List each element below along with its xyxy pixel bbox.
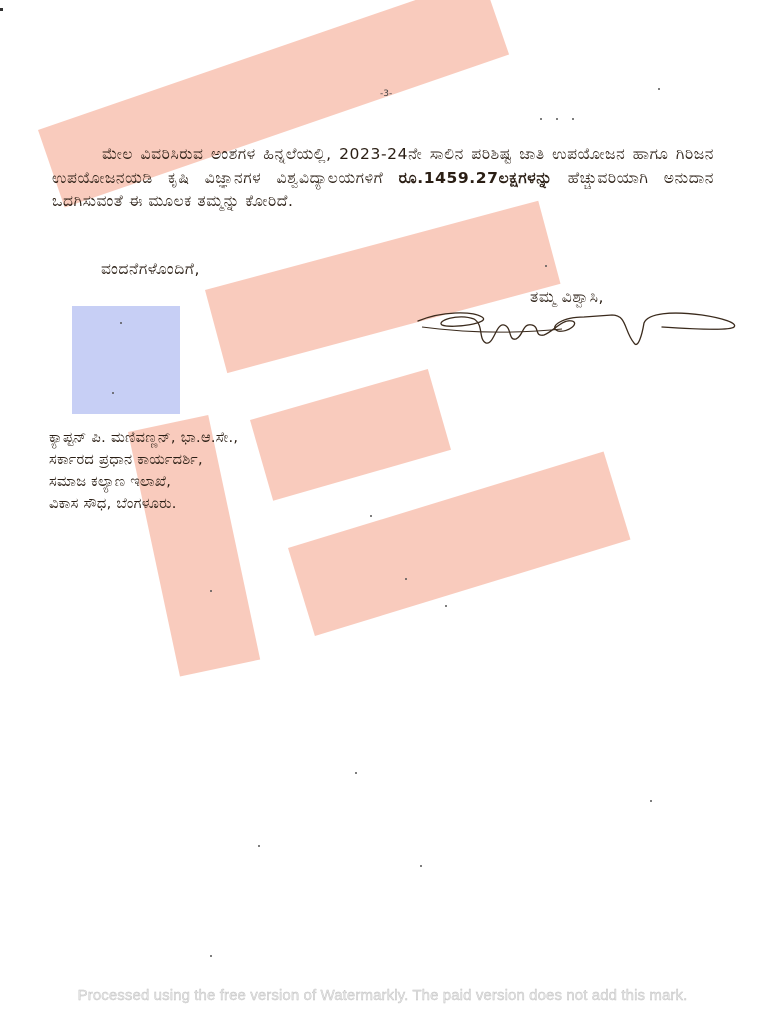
- signatory-name: ಕ್ಯಾಪ್ಟನ್ ಪಿ. ಮಣಿವಣ್ಣನ್, ಭಾ.ಆ.ಸೇ.,: [49, 430, 239, 446]
- greeting: ವಂದನೆಗಳೊಂದಿಗೆ,: [101, 260, 200, 278]
- paragraph-lead: ಮೇಲ ವಿವರಿಸಿರುವ ಅಂಶಗಳ ಹಿನ್ನಲೆಯಲ್ಲಿ, 2023-24ನೇ ಸಾಲಿನ ಪರಿಶಿಷ್ಟ ಜಾತಿ ಉಪಯೋಜನ ಹಾಗೂ ಗಿರಿಜನ ಉಪಯೋಜನಯಡಿ ಕೃಷಿ ವಿಜ್ಞಾನಗಳ ವಿಶ್ವವಿದ್ಯಾಲಯಗಳಿಗೆ: [52, 145, 714, 187]
- signatory-department: ಸಮಾಜ ಕಲ್ಯಾಣ ಇಲಾಖೆ,: [49, 474, 172, 490]
- watermark-blue-square: [72, 306, 180, 414]
- handwritten-signature: [412, 305, 742, 353]
- closing-salutation: ತಮ್ಮ ವಿಶ್ವಾಸಿ,: [530, 288, 605, 306]
- body-paragraph: [52, 143, 714, 214]
- grant-amount: ರೂ.1459.27ಲಕ್ಷಗಳನ್ನು: [398, 168, 553, 187]
- signatory-block: [49, 427, 238, 515]
- page-number: -3-: [380, 89, 393, 99]
- signatory-address: ವಿಕಾಸ ಸೌಧ, ಬೆಂಗಳೂರು.: [49, 496, 177, 512]
- watermark-band-lower: [250, 369, 451, 501]
- paragraph-tail: ಹೆಚ್ಚುವರಿಯಾಗಿ ಅನುದಾನ ಒದಗಿಸುವಂತೆ ಈ ಮೂಲಕ ತಮ್ಮನ್ನು ಕೋರಿದೆ.: [52, 168, 715, 210]
- signatory-designation: ಸರ್ಕಾರದ ಪ್ರಧಾನ ಕಾರ್ಯದರ್ಶಿ,: [49, 452, 203, 468]
- watermark-text: Processed using the free version of Watermarkly. The paid version does not add this mark.: [77, 987, 688, 1004]
- scan-speck: [0, 8, 3, 11]
